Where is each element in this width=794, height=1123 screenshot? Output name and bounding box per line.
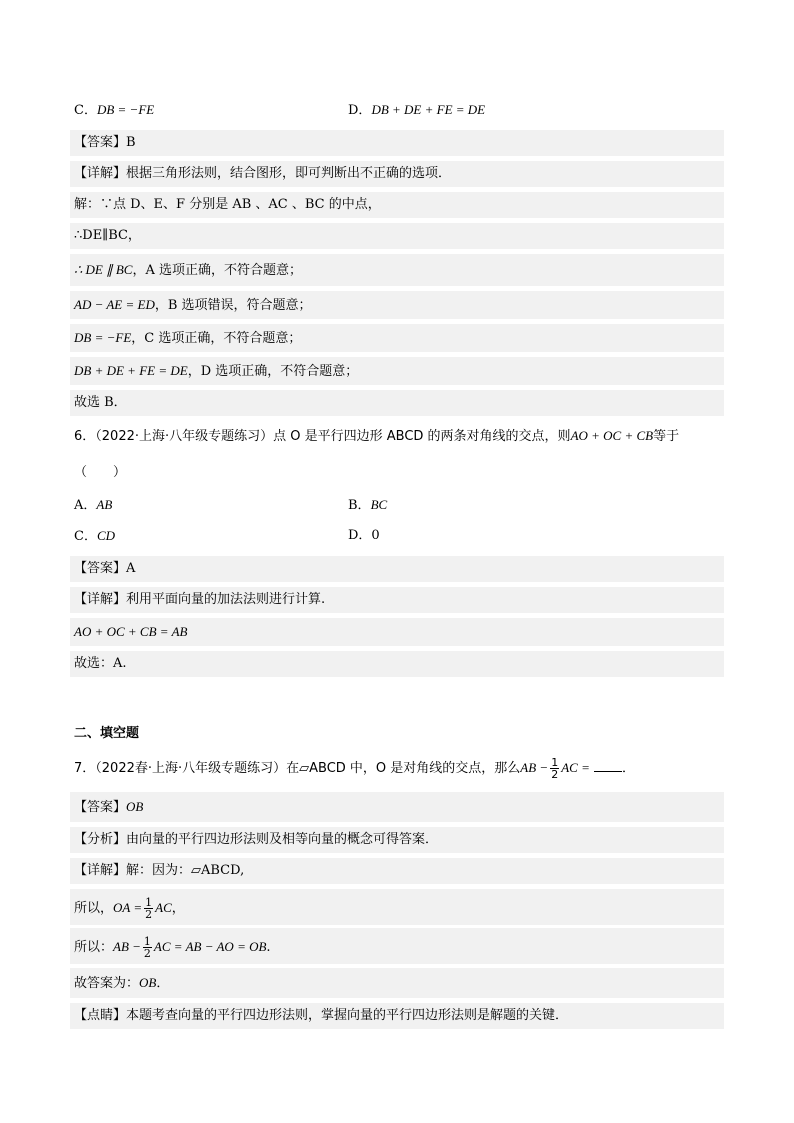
final-label: 故答案为： [74, 976, 140, 991]
fraction-denominator: 2 [145, 908, 153, 921]
question-7-stem [70, 757, 724, 780]
solution-line-so-2 [70, 928, 724, 964]
vector-expression: DB = −FE [74, 330, 132, 345]
fraction [144, 897, 153, 920]
solution-line-3 [70, 254, 724, 286]
vector-expression: AC = [561, 760, 590, 775]
solution-line-1: 解：∵点 D、E、F 分别是 AB 、AC 、BC 的中点， [70, 192, 724, 218]
answer-line [70, 792, 724, 822]
fraction-denominator: 2 [551, 768, 559, 781]
option-label: B． [348, 498, 371, 513]
fraction-numerator: 1 [145, 896, 153, 909]
fraction-numerator: 1 [551, 756, 559, 769]
option-expr: AB [96, 497, 113, 512]
analysis-line: 【分析】由向量的平行四边形法则及相等向量的概念可得答案． [70, 827, 724, 853]
fraction-denominator: 2 [143, 947, 151, 960]
option-c-expr: DB = −FE [96, 102, 155, 117]
option-expr: CD [96, 528, 116, 543]
option-c-label: C． [74, 103, 97, 118]
fraction-numerator: 1 [143, 935, 151, 948]
vector-expression: OA = [113, 900, 143, 915]
final-end: ． [156, 976, 170, 991]
solution-text: ，B 选项错误，符合题意； [154, 298, 312, 313]
detail-line: 【详解】解：因为：▱ABCD, [70, 858, 724, 884]
vector-expression: AC = AB − AO = OB [153, 939, 267, 954]
answer-blank[interactable] [594, 759, 622, 772]
vector-expression: DB + DE + FE = DE [74, 363, 188, 378]
question-text: 6．（2022·上海·八年级专题练习）点 O 是平行四边形 ABCD 的两条对角线的交点，则 [74, 429, 571, 444]
question-6-option-d: D．0 [348, 528, 380, 543]
question-6-option-c [74, 526, 115, 547]
solution-text: ，C 选项正确，不符合题意； [131, 331, 302, 346]
conclusion-line: 故选：A. [70, 651, 724, 677]
conclusion-line: 故选 B． [70, 390, 724, 416]
detail-line: 【详解】根据三角形法则，结合图形，即可判断出不正确的选项． [70, 161, 724, 187]
option-d-expr: DB + DE + FE = DE [371, 102, 486, 117]
solution-text: ，A 选项正确，不符合题意； [132, 263, 302, 278]
vector-expression: AO + OC + CB = AB [74, 624, 188, 639]
vector-expression: AO + OC + CB [570, 428, 654, 443]
answer-line: 【答案】B [70, 130, 724, 156]
question-text: 7．（2022春·上海·八年级专题练习）在▱ABCD 中，O 是对角线的交点，那么 [74, 761, 521, 776]
solution-line-2: ∴DE∥BC， [70, 223, 724, 249]
final-vector: OB [139, 975, 157, 990]
option-label: A． [74, 498, 97, 513]
section-heading: 二、填空题 [74, 726, 140, 741]
answer-line: 【答案】A [70, 556, 724, 582]
fraction [143, 936, 152, 959]
answer-vector: OB [126, 799, 144, 814]
detail-line: 【详解】利用平面向量的加法法则进行计算. [70, 587, 724, 613]
question-6-paren: （ ） [74, 465, 127, 480]
solution-end: ， [171, 901, 185, 916]
option-c-prev [74, 100, 154, 121]
question-6-option-a [74, 495, 112, 516]
solution-end: . [266, 940, 271, 955]
option-expr: BC [370, 497, 388, 512]
calculation-line [70, 618, 724, 646]
answer-label: 【答案】 [74, 800, 127, 815]
solution-text: ，D 选项正确，不符合题意； [187, 364, 359, 379]
option-d-label: D． [348, 103, 372, 118]
vector-expression: AC [155, 900, 172, 915]
vector-expression: AB − [113, 939, 141, 954]
solution-label: 所以： [74, 940, 114, 955]
solution-line-5 [70, 324, 724, 352]
vector-expression: AB − [520, 760, 549, 775]
solution-label: 所以， [74, 901, 114, 916]
question-end: ． [621, 761, 635, 776]
option-label: C． [74, 529, 97, 544]
vector-expression: AD − AE = ED [74, 297, 155, 312]
question-6-stem [70, 426, 724, 447]
solution-line-4 [70, 291, 724, 319]
question-text-tail: 等于 [653, 429, 680, 444]
solution-line-so-1 [70, 889, 724, 925]
final-answer-line [70, 968, 724, 998]
comment-line: 【点睛】本题考查向量的平行四边形法则，掌握向量的平行四边形法则是解题的关键． [70, 1003, 724, 1029]
question-6-option-b [348, 495, 387, 516]
solution-line-6 [70, 357, 724, 385]
vector-expression: ∴ DE ∥ BC [74, 262, 133, 277]
option-d-prev [348, 100, 485, 121]
fraction [550, 757, 559, 780]
